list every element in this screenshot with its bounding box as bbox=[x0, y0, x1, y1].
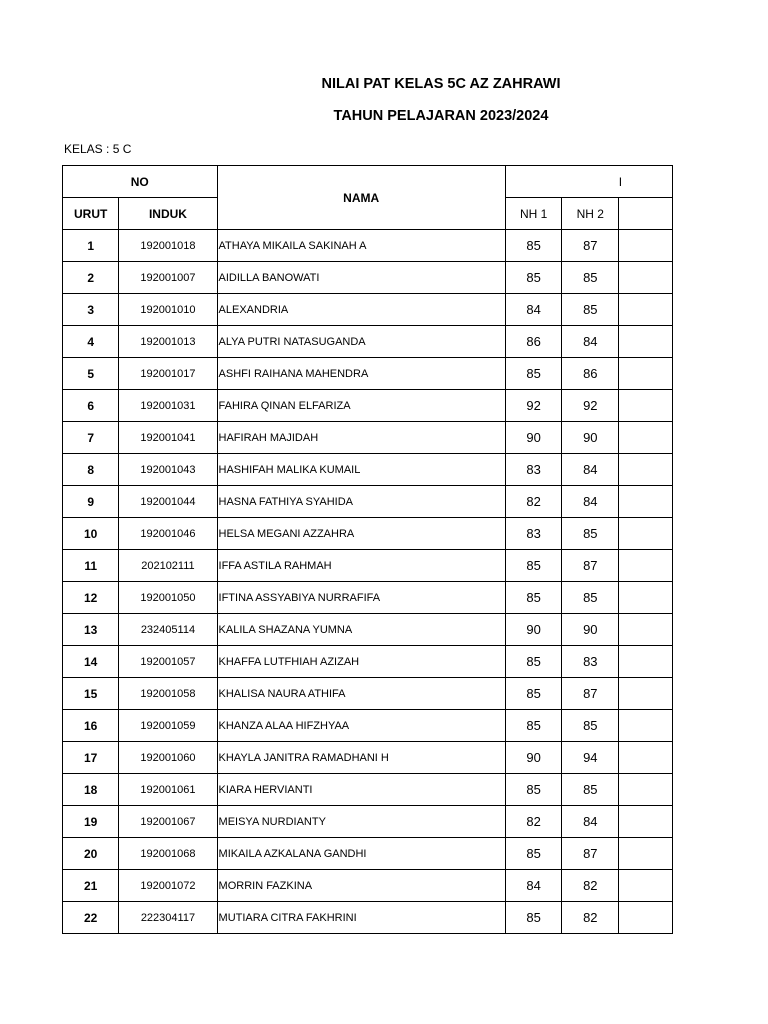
cell-induk: 192001017 bbox=[119, 358, 217, 390]
cell-urut: 6 bbox=[63, 390, 119, 422]
cell-induk: 192001061 bbox=[119, 774, 217, 806]
cell-urut: 8 bbox=[63, 454, 119, 486]
cell-nh3-cut bbox=[619, 838, 673, 870]
cell-nama: ALEXANDRIA bbox=[217, 294, 505, 326]
cell-nh2: 87 bbox=[562, 838, 619, 870]
cell-nama: FAHIRA QINAN ELFARIZA bbox=[217, 390, 505, 422]
cell-urut: 13 bbox=[63, 614, 119, 646]
cell-nh2: 85 bbox=[562, 518, 619, 550]
cell-nh2: 85 bbox=[562, 262, 619, 294]
cell-nh1: 84 bbox=[505, 870, 562, 902]
cell-nh1: 83 bbox=[505, 454, 562, 486]
cell-nama: HASHIFAH MALIKA KUMAIL bbox=[217, 454, 505, 486]
header-nh3-cut bbox=[619, 198, 673, 230]
cell-nama: HELSA MEGANI AZZAHRA bbox=[217, 518, 505, 550]
cell-nh3-cut bbox=[619, 358, 673, 390]
cell-nama: HAFIRAH MAJIDAH bbox=[217, 422, 505, 454]
cell-nh2: 84 bbox=[562, 454, 619, 486]
cell-nh1: 85 bbox=[505, 550, 562, 582]
cell-nh3-cut bbox=[619, 870, 673, 902]
cell-nh3-cut bbox=[619, 582, 673, 614]
cell-urut: 16 bbox=[63, 710, 119, 742]
cell-nh3-cut bbox=[619, 390, 673, 422]
cell-nh3-cut bbox=[619, 454, 673, 486]
cell-induk: 192001018 bbox=[119, 230, 217, 262]
cell-nh1: 84 bbox=[505, 294, 562, 326]
header-nh1: NH 1 bbox=[505, 198, 562, 230]
table-row bbox=[63, 358, 673, 390]
cell-nama: MORRIN FAZKINA bbox=[217, 870, 505, 902]
cell-induk: 232405114 bbox=[119, 614, 217, 646]
cell-nh3-cut bbox=[619, 806, 673, 838]
cell-nama: KHALISA NAURA ATHIFA bbox=[217, 678, 505, 710]
cell-nh1: 82 bbox=[505, 806, 562, 838]
cell-urut: 18 bbox=[63, 774, 119, 806]
grade-table bbox=[62, 165, 673, 934]
cell-induk: 192001013 bbox=[119, 326, 217, 358]
cell-nh1: 85 bbox=[505, 902, 562, 934]
cell-nh3-cut bbox=[619, 614, 673, 646]
cell-induk: 192001010 bbox=[119, 294, 217, 326]
cell-nh2: 83 bbox=[562, 646, 619, 678]
table-row bbox=[63, 614, 673, 646]
cell-induk: 192001007 bbox=[119, 262, 217, 294]
cell-induk: 192001050 bbox=[119, 582, 217, 614]
cell-urut: 22 bbox=[63, 902, 119, 934]
table-row bbox=[63, 454, 673, 486]
cell-urut: 17 bbox=[63, 742, 119, 774]
table-row bbox=[63, 710, 673, 742]
cell-nh1: 85 bbox=[505, 262, 562, 294]
cell-nh2: 87 bbox=[562, 230, 619, 262]
cell-nh1: 85 bbox=[505, 710, 562, 742]
table-row bbox=[63, 294, 673, 326]
header-nama: NAMA bbox=[217, 166, 505, 230]
cell-urut: 1 bbox=[63, 230, 119, 262]
cell-urut: 3 bbox=[63, 294, 119, 326]
cell-nama: ASHFI RAIHANA MAHENDRA bbox=[217, 358, 505, 390]
cell-urut: 11 bbox=[63, 550, 119, 582]
cell-nh2: 90 bbox=[562, 614, 619, 646]
cell-nh3-cut bbox=[619, 646, 673, 678]
cell-nama: IFFA ASTILA RAHMAH bbox=[217, 550, 505, 582]
cell-nh3-cut bbox=[619, 486, 673, 518]
cell-induk: 192001043 bbox=[119, 454, 217, 486]
cell-nh1: 90 bbox=[505, 742, 562, 774]
cell-nh1: 92 bbox=[505, 390, 562, 422]
kelas-label: KELAS : 5 C bbox=[64, 142, 132, 156]
cell-urut: 14 bbox=[63, 646, 119, 678]
cell-nh3-cut bbox=[619, 230, 673, 262]
cell-urut: 9 bbox=[63, 486, 119, 518]
table-row bbox=[63, 550, 673, 582]
cell-induk: 192001067 bbox=[119, 806, 217, 838]
cell-nh1: 86 bbox=[505, 326, 562, 358]
cell-induk: 192001059 bbox=[119, 710, 217, 742]
cell-nama: MUTIARA CITRA FAKHRINI bbox=[217, 902, 505, 934]
cell-urut: 10 bbox=[63, 518, 119, 550]
header-nh2: NH 2 bbox=[562, 198, 619, 230]
cell-nh1: 82 bbox=[505, 486, 562, 518]
cell-nh1: 85 bbox=[505, 646, 562, 678]
cell-nama: KIARA HERVIANTI bbox=[217, 774, 505, 806]
cell-nh2: 94 bbox=[562, 742, 619, 774]
cell-induk: 192001072 bbox=[119, 870, 217, 902]
cell-nh2: 84 bbox=[562, 806, 619, 838]
cell-nama: HASNA FATHIYA SYAHIDA bbox=[217, 486, 505, 518]
cell-nh3-cut bbox=[619, 326, 673, 358]
cell-nh2: 82 bbox=[562, 870, 619, 902]
cell-nh3-cut bbox=[619, 774, 673, 806]
table-row bbox=[63, 422, 673, 454]
cell-nh3-cut bbox=[619, 710, 673, 742]
cell-nama: KHAFFA LUTFHIAH AZIZAH bbox=[217, 646, 505, 678]
grade-table-viewport bbox=[62, 165, 673, 935]
table-row bbox=[63, 582, 673, 614]
table-row bbox=[63, 230, 673, 262]
cell-nh3-cut bbox=[619, 902, 673, 934]
cell-nh3-cut bbox=[619, 678, 673, 710]
table-row bbox=[63, 742, 673, 774]
page-subtitle: TAHUN PELAJARAN 2023/2024 bbox=[333, 108, 549, 124]
cell-nh2: 86 bbox=[562, 358, 619, 390]
table-row bbox=[63, 806, 673, 838]
cell-induk: 192001058 bbox=[119, 678, 217, 710]
table-row bbox=[63, 390, 673, 422]
page-title: NILAI PAT KELAS 5C AZ ZAHRAWI bbox=[321, 76, 561, 92]
cell-nh2: 90 bbox=[562, 422, 619, 454]
cell-nama: ALYA PUTRI NATASUGANDA bbox=[217, 326, 505, 358]
cell-urut: 12 bbox=[63, 582, 119, 614]
cell-induk: 192001041 bbox=[119, 422, 217, 454]
cell-nh2: 85 bbox=[562, 774, 619, 806]
cell-nh3-cut bbox=[619, 262, 673, 294]
cell-nh2: 85 bbox=[562, 294, 619, 326]
header-score-group-cut-label: I bbox=[618, 174, 623, 189]
cell-nh3-cut bbox=[619, 518, 673, 550]
table-row bbox=[63, 262, 673, 294]
table-row bbox=[63, 678, 673, 710]
cell-nh2: 82 bbox=[562, 902, 619, 934]
cell-urut: 21 bbox=[63, 870, 119, 902]
cell-urut: 20 bbox=[63, 838, 119, 870]
cell-induk: 192001068 bbox=[119, 838, 217, 870]
cell-nama: KALILA SHAZANA YUMNA bbox=[217, 614, 505, 646]
cell-nh1: 85 bbox=[505, 838, 562, 870]
cell-nama: MEISYA NURDIANTY bbox=[217, 806, 505, 838]
table-row bbox=[63, 486, 673, 518]
cell-nama: ATHAYA MIKAILA SAKINAH A bbox=[217, 230, 505, 262]
cell-nh3-cut bbox=[619, 742, 673, 774]
cell-nh2: 85 bbox=[562, 710, 619, 742]
grade-table-body bbox=[63, 230, 673, 934]
cell-nh1: 85 bbox=[505, 774, 562, 806]
table-row bbox=[63, 774, 673, 806]
cell-nh1: 90 bbox=[505, 614, 562, 646]
cell-nh2: 87 bbox=[562, 550, 619, 582]
cell-nh2: 84 bbox=[562, 486, 619, 518]
cell-induk: 192001031 bbox=[119, 390, 217, 422]
cell-nh3-cut bbox=[619, 294, 673, 326]
cell-nh1: 90 bbox=[505, 422, 562, 454]
cell-nh2: 87 bbox=[562, 678, 619, 710]
cell-induk: 222304117 bbox=[119, 902, 217, 934]
table-row bbox=[63, 838, 673, 870]
cell-urut: 19 bbox=[63, 806, 119, 838]
cell-nh2: 84 bbox=[562, 326, 619, 358]
cell-induk: 192001060 bbox=[119, 742, 217, 774]
cell-nama: AIDILLA BANOWATI bbox=[217, 262, 505, 294]
cell-urut: 15 bbox=[63, 678, 119, 710]
cell-nh1: 85 bbox=[505, 358, 562, 390]
cell-nama: MIKAILA AZKALANA GANDHI bbox=[217, 838, 505, 870]
cell-nh1: 85 bbox=[505, 582, 562, 614]
cell-urut: 4 bbox=[63, 326, 119, 358]
cell-nh1: 85 bbox=[505, 230, 562, 262]
header-urut: URUT bbox=[63, 198, 119, 230]
cell-urut: 2 bbox=[63, 262, 119, 294]
header-no: NO bbox=[63, 166, 218, 198]
cell-nama: KHAYLA JANITRA RAMADHANI H bbox=[217, 742, 505, 774]
header-induk: INDUK bbox=[119, 198, 217, 230]
table-row bbox=[63, 326, 673, 358]
cell-nh2: 92 bbox=[562, 390, 619, 422]
cell-nama: IFTINA ASSYABIYA NURRAFIFA bbox=[217, 582, 505, 614]
cell-nama: KHANZA ALAA HIFZHYAA bbox=[217, 710, 505, 742]
cell-nh3-cut bbox=[619, 422, 673, 454]
cell-induk: 202102111 bbox=[119, 550, 217, 582]
cell-nh1: 85 bbox=[505, 678, 562, 710]
cell-nh3-cut bbox=[619, 550, 673, 582]
table-row bbox=[63, 902, 673, 934]
cell-urut: 5 bbox=[63, 358, 119, 390]
cell-induk: 192001044 bbox=[119, 486, 217, 518]
cell-nh2: 85 bbox=[562, 582, 619, 614]
table-row bbox=[63, 518, 673, 550]
table-row bbox=[63, 646, 673, 678]
table-row bbox=[63, 870, 673, 902]
cell-induk: 192001046 bbox=[119, 518, 217, 550]
cell-urut: 7 bbox=[63, 422, 119, 454]
cell-induk: 192001057 bbox=[119, 646, 217, 678]
header-score-group bbox=[505, 166, 672, 198]
cell-nh1: 83 bbox=[505, 518, 562, 550]
